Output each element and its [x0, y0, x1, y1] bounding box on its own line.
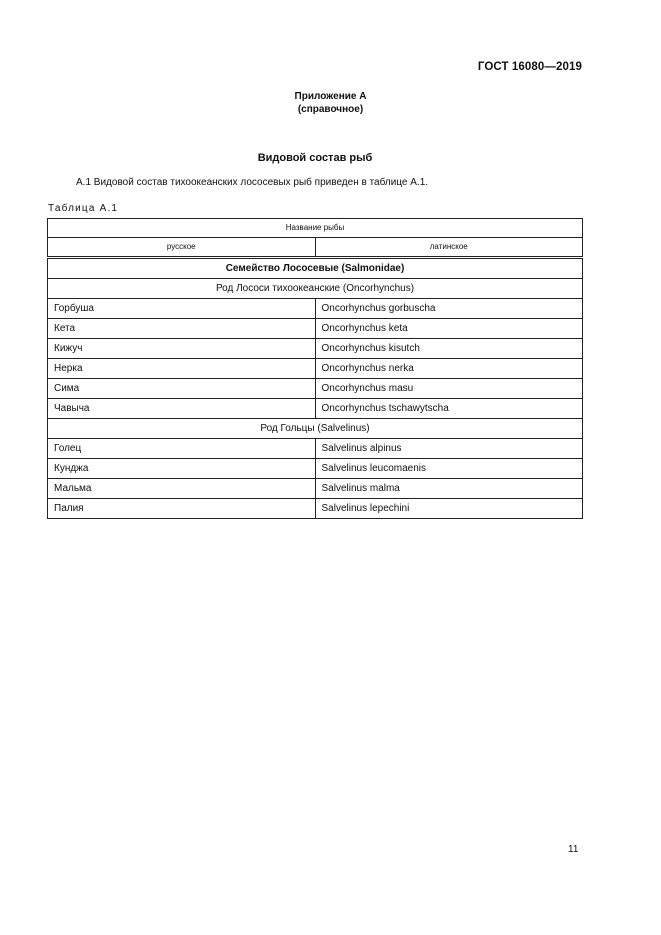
table-row: [48, 359, 583, 379]
fish-name-lat: Oncorhynchus gorbuscha: [315, 299, 583, 319]
fish-name-lat: Oncorhynchus kisutch: [315, 339, 583, 359]
fish-name-ru: Голец: [48, 439, 316, 459]
fish-name-ru: Кижуч: [48, 339, 316, 359]
table-row: [48, 479, 583, 499]
document-code: ГОСТ 16080—2019: [477, 61, 582, 73]
table-row: [48, 299, 583, 319]
fish-name-ru: Мальма: [48, 479, 316, 499]
table-subheader-row: [48, 238, 583, 258]
fish-name-lat: Salvelinus lepechini: [315, 499, 583, 519]
family-row: [48, 258, 583, 279]
family-label: Семейство Лососевые (Salmonidae): [48, 258, 583, 279]
table-row: [48, 319, 583, 339]
fish-name-ru: Палия: [48, 499, 316, 519]
table-caption: Таблица А.1: [48, 203, 119, 214]
fish-name-ru: Кета: [48, 319, 316, 339]
fish-name-lat: Oncorhynchus keta: [315, 319, 583, 339]
section-title: Видовой состав рыб: [257, 152, 373, 164]
fish-name-lat: Salvelinus leucomaenis: [315, 459, 583, 479]
table-header-row: [48, 219, 583, 238]
page-number: 11: [568, 844, 579, 855]
annex-title: Приложение А: [294, 91, 367, 102]
fish-name-ru: Горбуша: [48, 299, 316, 319]
header-russian: русское: [48, 238, 316, 258]
intro-paragraph: А.1 Видовой состав тихоокеанских лососевых рыб приведен в таблице А.1.: [76, 177, 429, 188]
genus-row: [48, 279, 583, 299]
fish-name-ru: Нерка: [48, 359, 316, 379]
genus-label: Род Лососи тихоокеанские (Oncorhynchus): [48, 279, 583, 299]
fish-name-lat: Oncorhynchus masu: [315, 379, 583, 399]
genus-row: [48, 419, 583, 439]
table-row: [48, 439, 583, 459]
fish-name-ru: Кунджа: [48, 459, 316, 479]
header-latin: латинское: [315, 238, 583, 258]
table-row: [48, 499, 583, 519]
fish-name-lat: Oncorhynchus nerka: [315, 359, 583, 379]
header-fish-name: Название рыбы: [48, 219, 583, 238]
fish-name-lat: Salvelinus malma: [315, 479, 583, 499]
genus-label: Род Гольцы (Salvelinus): [48, 419, 583, 439]
fish-name-ru: Чавыча: [48, 399, 316, 419]
fish-name-lat: Salvelinus alpinus: [315, 439, 583, 459]
annex-subtitle: (справочное): [297, 104, 364, 115]
species-table: [47, 218, 583, 519]
table-row: [48, 339, 583, 359]
fish-name-lat: Oncorhynchus tschawytscha: [315, 399, 583, 419]
table-row: [48, 379, 583, 399]
table-row: [48, 459, 583, 479]
fish-name-ru: Сима: [48, 379, 316, 399]
table-row: [48, 399, 583, 419]
